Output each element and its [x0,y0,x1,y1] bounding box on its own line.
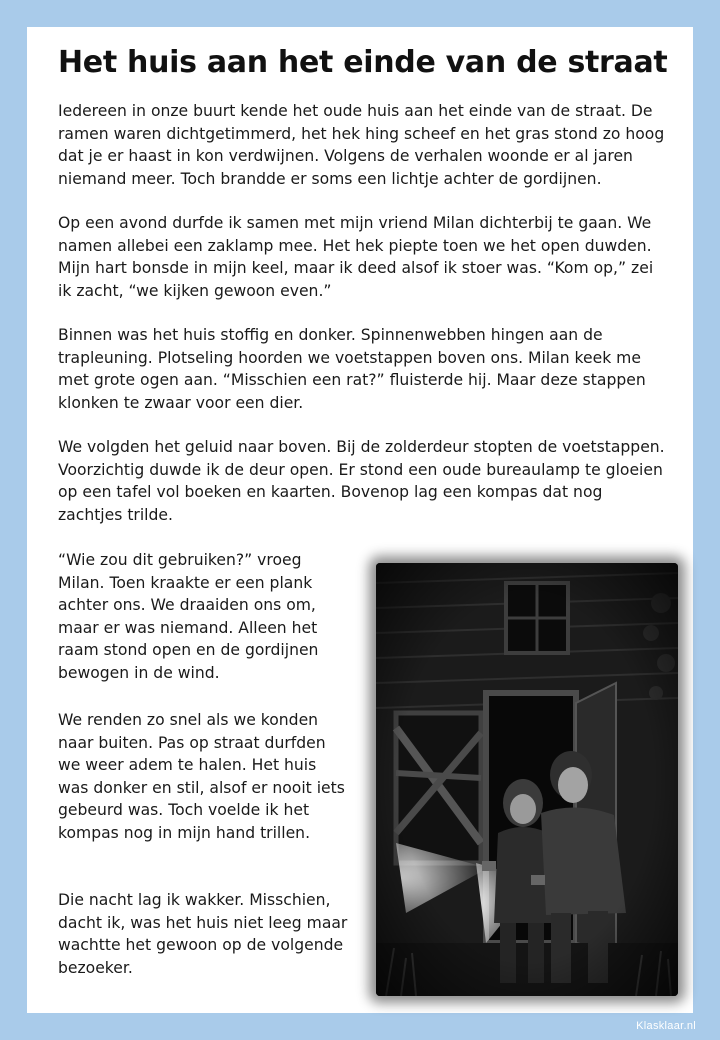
brand-footer: Klasklaar.nl [636,1020,696,1032]
story-paragraph-5: “Wie zou dit gebruiken?” vroeg Milan. Toen kraakte er een plank achter ons. We draaiden ons om, maar er was niemand. Alleen het raam stond open en de gordijnen bewogen in de wind. [58,551,319,682]
story-paragraph-3: Binnen was het huis stoffig en donker. Spinnenwebben hingen aan de trapleuning. Plotseling hoorden we voetstappen boven ons. Milan keek me met grote ogen aan. “Misschien een rat?” fluisterde hij. Maar deze stappen klonken te zwaar voor een dier. [58,326,646,412]
worksheet-page [27,27,693,1013]
story-paragraph-7: Die nacht lag ik wakker. Misschien, dacht ik, was het huis niet leeg maar wachtte het gewoon op de volgende bezoeker. [58,891,348,977]
story-paragraph-2: Op een avond durfde ik samen met mijn vriend Milan dichterbij te gaan. We namen allebei een zaklamp mee. Het hek piepte toen we het open duwden. Mijn hart bonsde in mijn keel, maar ik deed alsof ik stoer was. “Kom op,” zei ik zacht, “we kijken gewoon even.” [58,214,654,300]
story-paragraph-6: We renden zo snel als we konden naar buiten. Pas op straat durfden we weer adem te halen. Het huis was donker en stil, alsof er nooit iets gebeurd was. Toch voelde ik het kompas nog in mijn hand trillen. [58,711,345,842]
story-paragraph-1: Iedereen in onze buurt kende het oude huis aan het einde van de straat. De ramen waren dichtgetimmerd, het hek hing scheef en het gras stond zo hoog dat je er haast in kon verdwijnen. Volgens de verhalen woonde er al jaren niemand meer. Toch brandde er soms een lichtje achter de gordijnen. [58,102,665,188]
story-illustration [376,563,678,996]
story-title: Het huis aan het einde van de straat [58,45,668,80]
story-paragraph-4: We volgden het geluid naar boven. Bij de zolderdeur stopten de voetstappen. Voorzichtig duwde ik de deur open. Er stond een oude bureaulamp te gloeien op een tafel vol boeken en kaarten. Bovenop lag een kompas dat nog zachtjes trilde. [58,438,665,524]
